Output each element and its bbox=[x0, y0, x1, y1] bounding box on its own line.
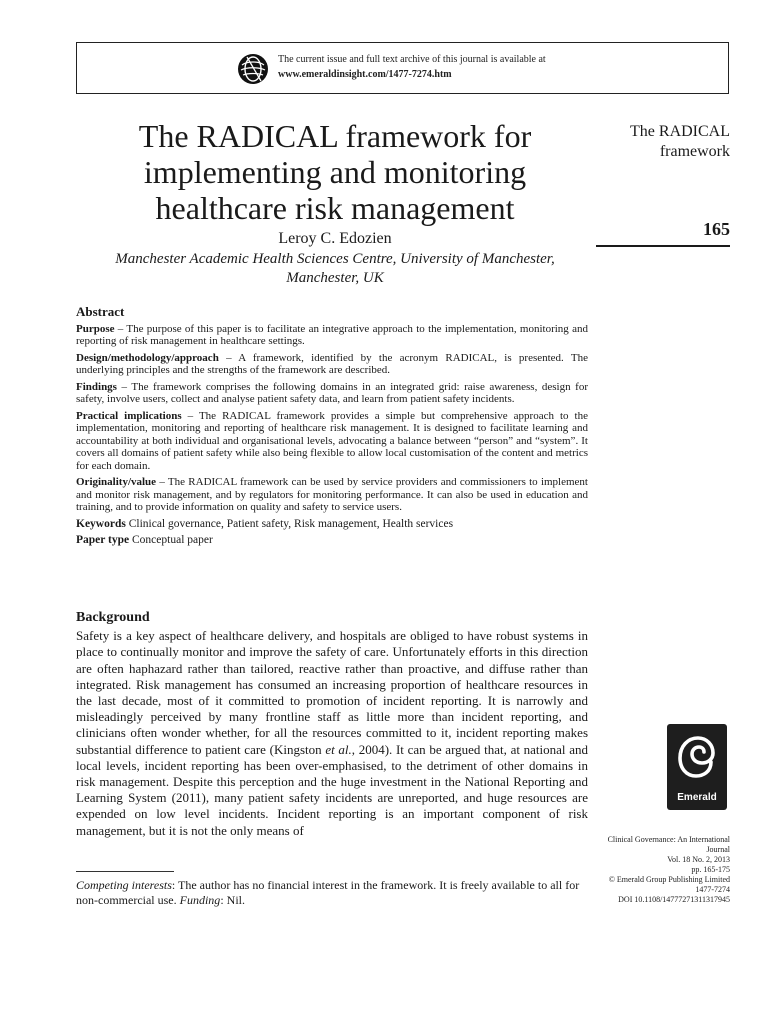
funding-label: Funding bbox=[179, 893, 221, 907]
emerald-swirl-icon bbox=[675, 732, 719, 782]
page-number: 165 bbox=[703, 219, 730, 239]
journal-banner bbox=[76, 42, 729, 94]
journal-citation bbox=[590, 835, 730, 905]
globe-icon bbox=[237, 53, 269, 85]
abstract-text: – The purpose of this paper is to facilitate an integrative approach to the implementation, monitoring and reporting of risk management in healthcare settings. bbox=[76, 322, 588, 347]
abstract-text: – The framework comprises the following domains in an integrated grid: raise awareness, design for safety, involve users, collect and analyse patient safety data, and learn from patient safety incidents. bbox=[76, 380, 588, 405]
banner-line: The current issue and full text archive of this journal is available at bbox=[278, 54, 546, 65]
abstract-label: Purpose bbox=[76, 322, 115, 335]
abstract-design bbox=[76, 352, 588, 377]
keywords-label: Keywords bbox=[76, 517, 126, 530]
footnote-rule bbox=[76, 871, 174, 872]
citation-line: Vol. 18 No. 2, 2013 bbox=[667, 855, 730, 864]
citation-line: © Emerald Group Publishing Limited bbox=[608, 875, 730, 884]
citation-line: pp. 165-175 bbox=[691, 865, 730, 874]
author-affiliation bbox=[80, 250, 590, 288]
citation-line: Clinical Governance: An International bbox=[607, 835, 730, 844]
author-name: Leroy C. Edozien bbox=[278, 230, 392, 247]
et-al: et al. bbox=[325, 741, 352, 757]
paper-type-label: Paper type bbox=[76, 534, 130, 546]
journal-url-link[interactable]: www.emeraldinsight.com/1477-7274.htm bbox=[278, 69, 452, 80]
abstract-label: Findings bbox=[76, 380, 117, 393]
citation-line: Journal bbox=[706, 845, 730, 854]
running-head bbox=[596, 122, 730, 162]
competing-interests-label: Competing interests bbox=[76, 878, 172, 892]
footnote bbox=[76, 878, 588, 908]
abstract-purpose bbox=[76, 323, 588, 348]
title-line-2: implementing and monitoring bbox=[143, 154, 527, 190]
article-title bbox=[80, 118, 590, 226]
abstract-label: Practical implications bbox=[76, 409, 182, 422]
background-heading: Background bbox=[76, 610, 150, 625]
funding-text: : Nil. bbox=[220, 893, 245, 907]
abstract-text: – The RADICAL framework can be used by service providers and commissioners to implement and monitor risk management, and by regulators for monitoring performance. It can also be used in education and training, and to provide information on quality and safety to service users. bbox=[76, 476, 588, 513]
abstract-text: – The RADICAL framework provides a simple but comprehensive approach to the implementation, monitoring and reporting of healthcare risk management. It is designed to facilitate learning and accountability at both individual and organisational levels, advocating a balance between “person” and “system”. It covers all domains of patient safety while also being flexible to allow local customisation of the content and metrics for each domain. bbox=[76, 409, 588, 472]
banner-text bbox=[278, 52, 546, 82]
running-head-line-1: The RADICAL bbox=[630, 123, 730, 140]
title-line-3: healthcare risk management bbox=[155, 190, 515, 226]
background-section bbox=[76, 610, 588, 839]
abstract-heading: Abstract bbox=[76, 304, 125, 319]
keywords-text: Clinical governance, Patient safety, Risk management, Health services bbox=[125, 517, 454, 530]
affiliation-line-1: Manchester Academic Health Sciences Centre, University of Manchester, bbox=[115, 251, 555, 267]
affiliation-line-2: Manchester, UK bbox=[286, 270, 384, 286]
running-head-line-2: framework bbox=[659, 143, 730, 160]
abstract-implications bbox=[76, 410, 588, 473]
title-line-1: The RADICAL framework for bbox=[138, 118, 532, 154]
emerald-logo bbox=[667, 724, 727, 810]
keywords bbox=[76, 518, 588, 531]
abstract-text: – A framework, identified by the acronym RADICAL, is presented. The underlying principles and the strengths of the framework are described. bbox=[76, 351, 588, 376]
competing-interests-text: : The author has no financial interest in the framework. It is freely available to all for non-commercial use. bbox=[76, 878, 580, 907]
abstract-section bbox=[76, 306, 588, 551]
abstract-originality bbox=[76, 476, 588, 514]
margin-rule bbox=[596, 245, 730, 247]
body-text: Safety is a key aspect of healthcare delivery, and hospitals are obliged to have robust systems in place to continually monitor and improve the safety of care. Unfortunately efforts in this direction are often haphazard rather than tailored, reactive rather than proactive, and diffuse rather than integrated. Risk management has consumed an increasing proportion of healthcare resources in the last decade, most of it committed to promotion of incident reporting. It is narrowly and misleadingly perceived by many frontline staff as little more than incident reporting, and clinicians often wonder whether, for all the resources committed to it, incident reporting makes substantial difference to patient care (Kingston bbox=[76, 628, 588, 757]
abstract-label: Originality/value bbox=[76, 476, 157, 488]
paper-type bbox=[76, 534, 588, 547]
body-text: , 2004). It can be argued that, at national and local levels, incident reporting has been over-emphasised, to the detriment of other domains in risk management. Despite this perception and the huge investment in the National Reporting and Learning System (2011), many patient safety incidents are unreported, and huge resources are expended on low level incidents. Incident reporting is an important component of risk management, but it is not the only means of bbox=[76, 741, 588, 838]
citation-doi: DOI 10.1108/14777271311317945 bbox=[618, 895, 730, 904]
abstract-findings bbox=[76, 381, 588, 406]
background-paragraph bbox=[76, 628, 588, 839]
citation-line: 1477-7274 bbox=[695, 885, 730, 894]
paper-type-text: Conceptual paper bbox=[129, 534, 213, 546]
emerald-logo-text: Emerald bbox=[677, 792, 717, 803]
abstract-label: Design/methodology/approach bbox=[76, 351, 219, 364]
